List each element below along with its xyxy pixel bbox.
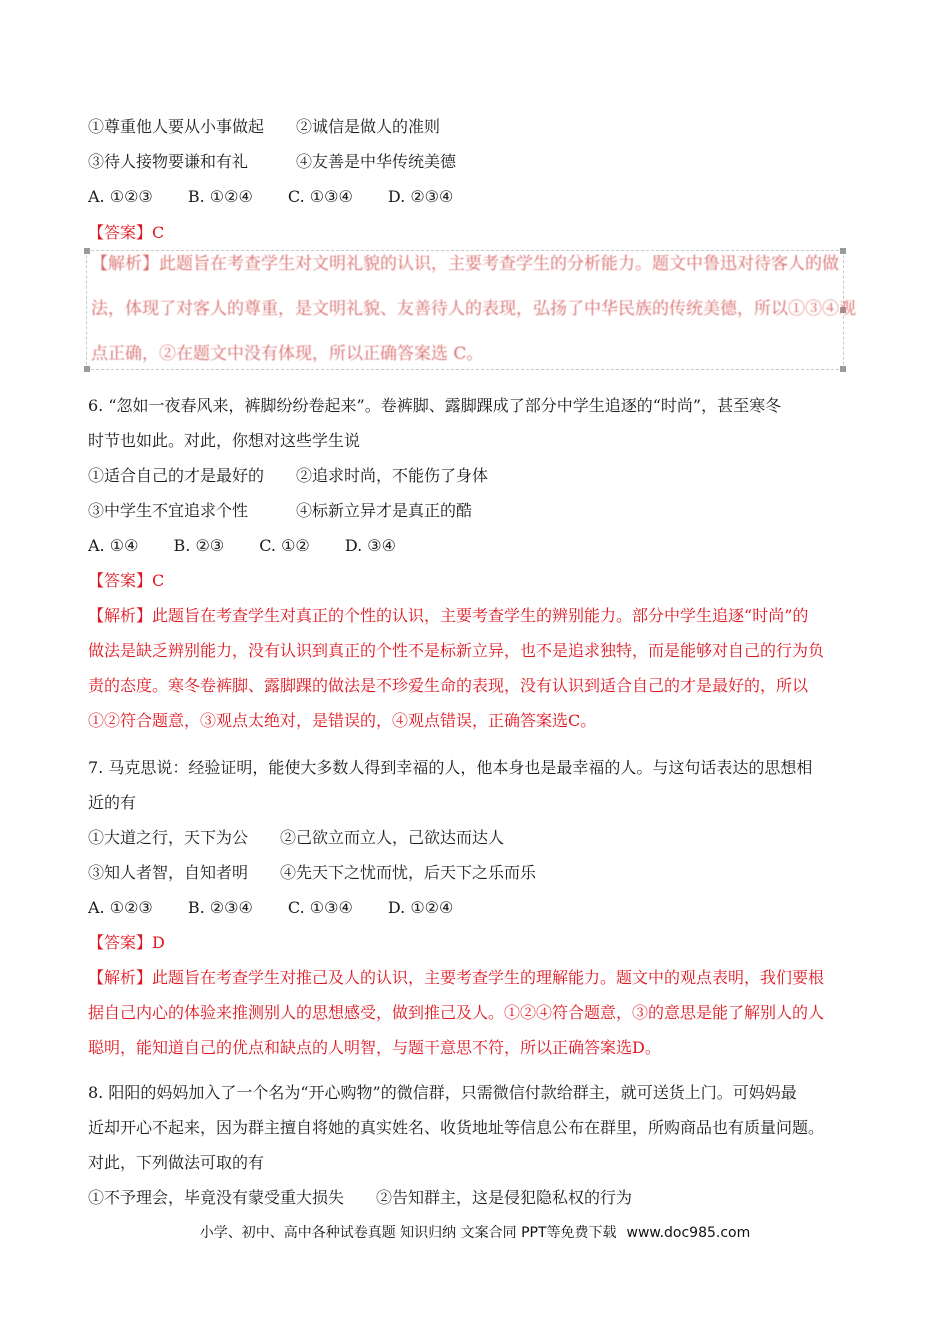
footer-url[interactable]: www.doc985.com (626, 1225, 751, 1241)
q7-answer-value: D (152, 933, 165, 952)
q7-analysis-line-1 (88, 967, 824, 989)
q5-answer (88, 222, 164, 244)
q7-stem-line-2: 近的有 (88, 793, 137, 812)
q8-stem-line-2: 近却开心不起来，因为群主擅自将她的真实姓名、收货地址等信息公布在群里，所购商品也有质量问题。 (88, 1118, 825, 1137)
q7-choice-d: D. ①②④ (387, 898, 454, 917)
q8-option-line-1: ①不予理会，毕竟没有蒙受重大损失 ②告知群主，这是侵犯隐私权的行为 (88, 1188, 633, 1207)
footer-text: 小学、初中、高中各种试卷真题 知识归纳 文案合同 PPT等免费下载 (199, 1225, 617, 1241)
q5-choice-a: A. ①②③ (88, 187, 153, 206)
q6-analysis-line-2: 做法是缺乏辨别能力，没有认识到真正的个性不是标新立异，也不是追求独特，而是能够对自己的行为负 (88, 641, 825, 660)
resize-handle (840, 248, 846, 254)
q7-choice-a: A. ①②③ (88, 898, 153, 917)
q6-option-line-1: ①适合自己的才是最好的 ②追求时尚，不能伤了身体 (88, 466, 489, 485)
q5-choice-b: B. ①②④ (187, 187, 253, 206)
q7-analysis-text-1: 此题旨在考查学生对推己及人的认识，主要考查学生的理解能力。题文中的观点表明，我们要根 (152, 968, 825, 987)
q5-option-line-1: ①尊重他人要从小事做起 ②诚信是做人的准则 (88, 117, 441, 136)
q6-stem-line-2: 时节也如此。对此，你想对这些学生说 (88, 431, 361, 450)
q7-analysis-line-3: 聪明，能知道自己的优点和缺点的人明智，与题干意思不符，所以正确答案选D。 (88, 1038, 661, 1057)
q6-stem-line-1: 6. “忽如一夜春风来，裤脚纷纷卷起来”。卷裤脚、露脚踝成了部分中学生追逐的“时尚”，甚至寒冬 (88, 396, 782, 415)
q6-answer (88, 570, 164, 592)
q6-answer-label: 【答案】 (88, 571, 153, 590)
q7-option-line-1: ①大道之行，天下为公 ②己欲立而立人，己欲达而达人 (88, 828, 505, 847)
q7-answer-label: 【答案】 (88, 933, 153, 952)
q7-answer (88, 932, 165, 954)
q7-choice-b: B. ②③④ (187, 898, 253, 917)
q6-choice-a: A. ①④ (88, 536, 139, 555)
q5-choices (88, 186, 483, 208)
q5-option-line-2: ③待人接物要谦和有礼 ④友善是中华传统美德 (88, 152, 457, 171)
q8-stem-line-1: 8. 阳阳的妈妈加入了一个名为“开心购物”的微信群，只需微信付款给群主，就可送货上门。可妈妈最 (88, 1083, 797, 1102)
q7-choices (88, 897, 483, 919)
resize-handle (840, 366, 846, 372)
q7-analysis-line-2: 据自己内心的体验来推测别人的思想感受，做到推己及人。①②④符合题意，③的意思是能了解别人的人 (88, 1003, 825, 1022)
q6-analysis-line-4: ①②符合题意，③观点太绝对，是错误的，④观点错误，正确答案选C。 (88, 711, 597, 730)
q6-answer-value: C (152, 571, 165, 590)
q6-analysis-line-3: 责的态度。寒冬卷裤脚、露脚踝的做法是不珍爱生命的表现，没有认识到适合自己的才是最好的，所以 (88, 676, 809, 695)
q5-answer-value: C (152, 223, 165, 242)
q6-option-line-2: ③中学生不宜追求个性 ④标新立异才是真正的酷 (88, 501, 473, 520)
q5-analysis-box (86, 250, 856, 370)
q5-answer-label: 【答案】 (88, 223, 153, 242)
q6-choice-d: D. ③④ (344, 536, 396, 555)
q8-stem-line-3: 对此，下列做法可取的有 (88, 1153, 265, 1172)
resize-handle (84, 366, 90, 372)
q6-choice-b: B. ②③ (173, 536, 225, 555)
q6-analysis-label: 【解析】 (88, 606, 153, 625)
q7-option-line-2: ③知人者智，自知者明 ④先天下之忧而忧，后天下之乐而乐 (88, 863, 537, 882)
q5-choice-d: D. ②③④ (387, 187, 454, 206)
q5-analysis-line-1: 【解析】此题旨在考查学生对文明礼貌的认识，主要考查学生的分析能力。题文中鲁迅对待客人的做 (91, 254, 839, 274)
q7-analysis-label: 【解析】 (88, 968, 153, 987)
page-footer (0, 1222, 950, 1242)
q6-choice-c: C. ①② (259, 536, 310, 555)
q7-choice-c: C. ①③④ (287, 898, 353, 917)
q5-choice-c: C. ①③④ (287, 187, 353, 206)
q7-stem-line-1: 7. 马克思说：经验证明，能使大多数人得到幸福的人，他本身也是最幸福的人。与这句话表达的思想相 (88, 758, 813, 777)
resize-handle (84, 248, 90, 254)
q6-analysis-text-1: 此题旨在考查学生对真正的个性的认识，主要考查学生的辨别能力。部分中学生追逐“时尚”的 (152, 606, 809, 625)
q6-choices (88, 535, 426, 557)
q5-analysis-line-3: 点正确，②在题文中没有体现，所以正确答案选 C。 (91, 344, 484, 364)
q6-analysis-line-1 (88, 605, 808, 627)
q5-analysis-line-2: 法，体现了对客人的尊重，是文明礼貌、友善待人的表现，弘扬了中华民族的传统美德，所以①③④观 (91, 299, 856, 319)
